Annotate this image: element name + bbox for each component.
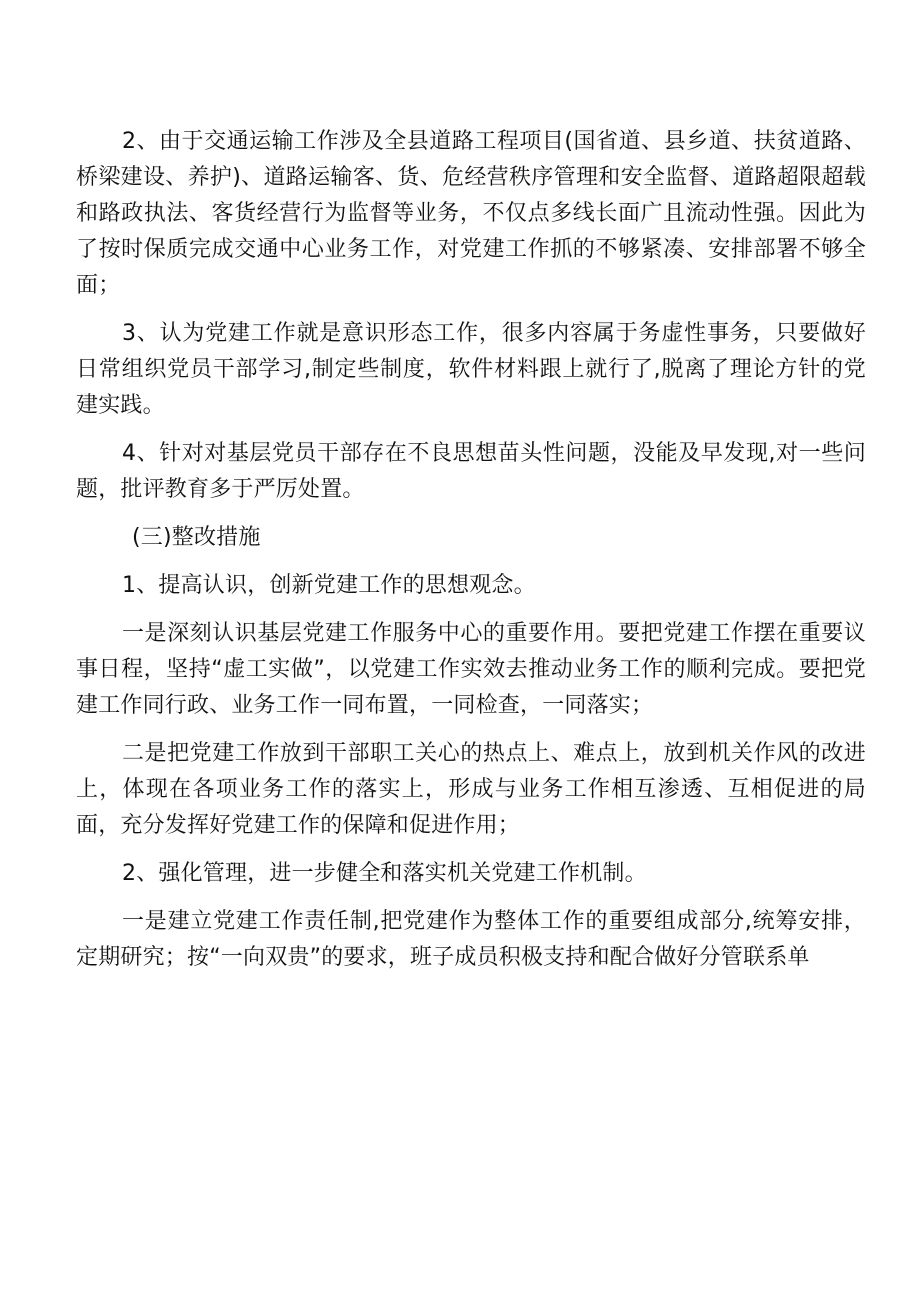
paragraph-measure-1: 1、提高认识，创新党建工作的思想观念。 [122, 573, 536, 598]
paragraph-measure-1-second: 二是把党建工作放到干部职工关心的热点上、难点上，放到机关作风的改进上，体现在各项业务工作的落实上，形成与业务工作相互渗透、互相促进的局面，充分发挥好党建工作的保障和促进作用； [76, 741, 866, 838]
paragraph-item-3: 3、认为党建工作就是意识形态工作，很多内容属于务虚性事务，只要做好日常组织党员干部学习,制定些制度，软件材料跟上就行了,脱离了理论方针的党建实践。 [76, 321, 866, 418]
paragraph-measure-2-first: 一是建立党建工作责任制,把党建作为整体工作的重要组成部分,统筹安排，定期研究；按“一向双贵”的要求，班子成员积极支持和配合做好分管联系单 [76, 909, 866, 970]
paragraph-item-4: 4、针对对基层党员干部存在不良思想苗头性问题，没能及早发现,对一些问题，批评教育多于严厉处置。 [76, 441, 866, 502]
document-body [76, 124, 866, 988]
paragraph-item-2: 2、由于交通运输工作涉及全县道路工程项目(国省道、县乡道、扶贫道路、桥梁建设、养护)、道路运输客、货、危经营秩序管理和安全监督、道路超限超载和路政执法、客货经营行为监督等业务，不仅点多线长面广且流动性强。因此为了按时保质完成交通中心业务工作，对党建工作抓的不够紧凑、安排部署不够全面； [76, 129, 866, 298]
paragraph-measure-1-first: 一是深刻认识基层党建工作服务中心的重要作用。要把党建工作摆在重要议事日程，坚持“虚工实做”，以党建工作实效去推动业务工作的顺利完成。要把党建工作同行政、业务工作一同布置，一同检查，一同落实； [76, 621, 866, 718]
paragraph-measure-2: 2、强化管理，进一步健全和落实机关党建工作机制。 [122, 861, 647, 886]
section-heading-rectification: (三)整改措施 [132, 525, 261, 550]
